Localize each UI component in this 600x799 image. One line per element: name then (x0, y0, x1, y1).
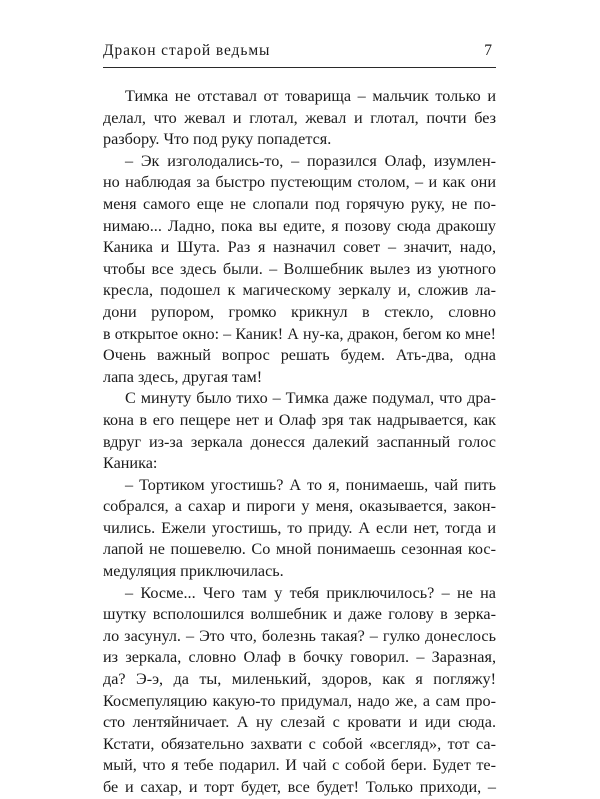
text-line: делал, что жевал и глотал, жевал и глотал, почти без (103, 108, 496, 127)
text-line: Тимка не отставал от товарища – мальчик только и (125, 87, 496, 105)
text-line: кресла, подошел к магическому зеркалу и, сложив ла- (103, 281, 496, 300)
text-line: собрался, а сахар и пироги у меня, оказывается, закон- (103, 497, 496, 516)
text-line: – Тортиком угостишь? А то я, понимаешь, чай пить (125, 475, 496, 494)
paragraph (103, 388, 496, 474)
running-title: Дракон старой ведьмы (103, 42, 271, 59)
text-line: Очень важный вопрос решать будем. Ать-два, одна (103, 346, 496, 365)
text-line: Каника и Шута. Раз я назначил совет – значит, надо, (103, 238, 496, 257)
text-line: из зеркала, словно Олаф в бочку говорил. – Заразная, (103, 648, 496, 667)
text-line: дони рупором, громко крикнул в стекло, словно (103, 302, 496, 321)
body-text (103, 86, 496, 799)
text-line: лапа здесь, другая там! (103, 367, 263, 386)
text-line: бе и сахар, и торт будет, все будет! Только приходи, – (103, 778, 496, 796)
paragraph (103, 86, 496, 151)
paragraph (103, 475, 496, 583)
text-line: разбору. Что под руку попадется. (103, 130, 332, 149)
text-line: Каника: (103, 454, 158, 473)
text-line: кона в его пещере нет и Олаф зря так надрывается, как (103, 410, 496, 429)
text-line: сто лентяйничает. А ну слезай с кровати и иди сюда. (103, 713, 496, 732)
header-rule (103, 67, 496, 68)
text-line: медуляция приключилась. (103, 562, 284, 581)
text-line: меня самого еще не слопали под горячую руку, не по- (103, 194, 496, 213)
paragraph (103, 583, 496, 799)
text-line: чтобы все здесь были. – Волшебник вылез из уютного (103, 259, 496, 278)
text-line: нимаю... Ладно, пока вы едите, я позову сюда дракошу (103, 216, 496, 235)
text-line: да? Э-э, да ты, миленький, здоров, как я погляжу! (103, 670, 496, 689)
text-line: но наблюдая за быстро пустеющим столом, – и как они (103, 173, 496, 192)
text-line: ло засунул. – Это что, болезнь такая? – гулко донеслось (103, 626, 496, 645)
text-line: вдруг из-за зеркала донесся далекий заспанный голос (103, 432, 496, 451)
text-line: шутку всполошился волшебник и даже голову в зерка- (103, 605, 496, 624)
page-header (103, 42, 496, 64)
text-line: – Эк изголодались-то, – поразился Олаф, изумлен- (125, 151, 496, 170)
text-line: Космепуляцию какую-то придумал, надо же, а сам про- (103, 691, 496, 710)
paragraph (103, 151, 496, 389)
text-line: лапой не пошевелю. Со мной понимаешь сезонная кос- (103, 540, 496, 559)
text-line: чились. Ежели угостишь, то приду. А если нет, тогда и (103, 518, 496, 537)
text-line: мый, что я тебе подарил. И чай с собой бери. Будет те- (103, 756, 496, 775)
text-line: – Косме... Чего там у тебя приключилось? – не на (125, 583, 496, 602)
text-line: в открытое окно: – Каник! А ну-ка, дракон, бегом ко мне! (103, 325, 496, 343)
page-number: 7 (484, 42, 492, 59)
text-line: С минуту было тихо – Тимка даже подумал, что дра- (125, 389, 496, 408)
text-line: Кстати, обязательно захвати с собой «всегляд», тот са- (103, 734, 496, 753)
